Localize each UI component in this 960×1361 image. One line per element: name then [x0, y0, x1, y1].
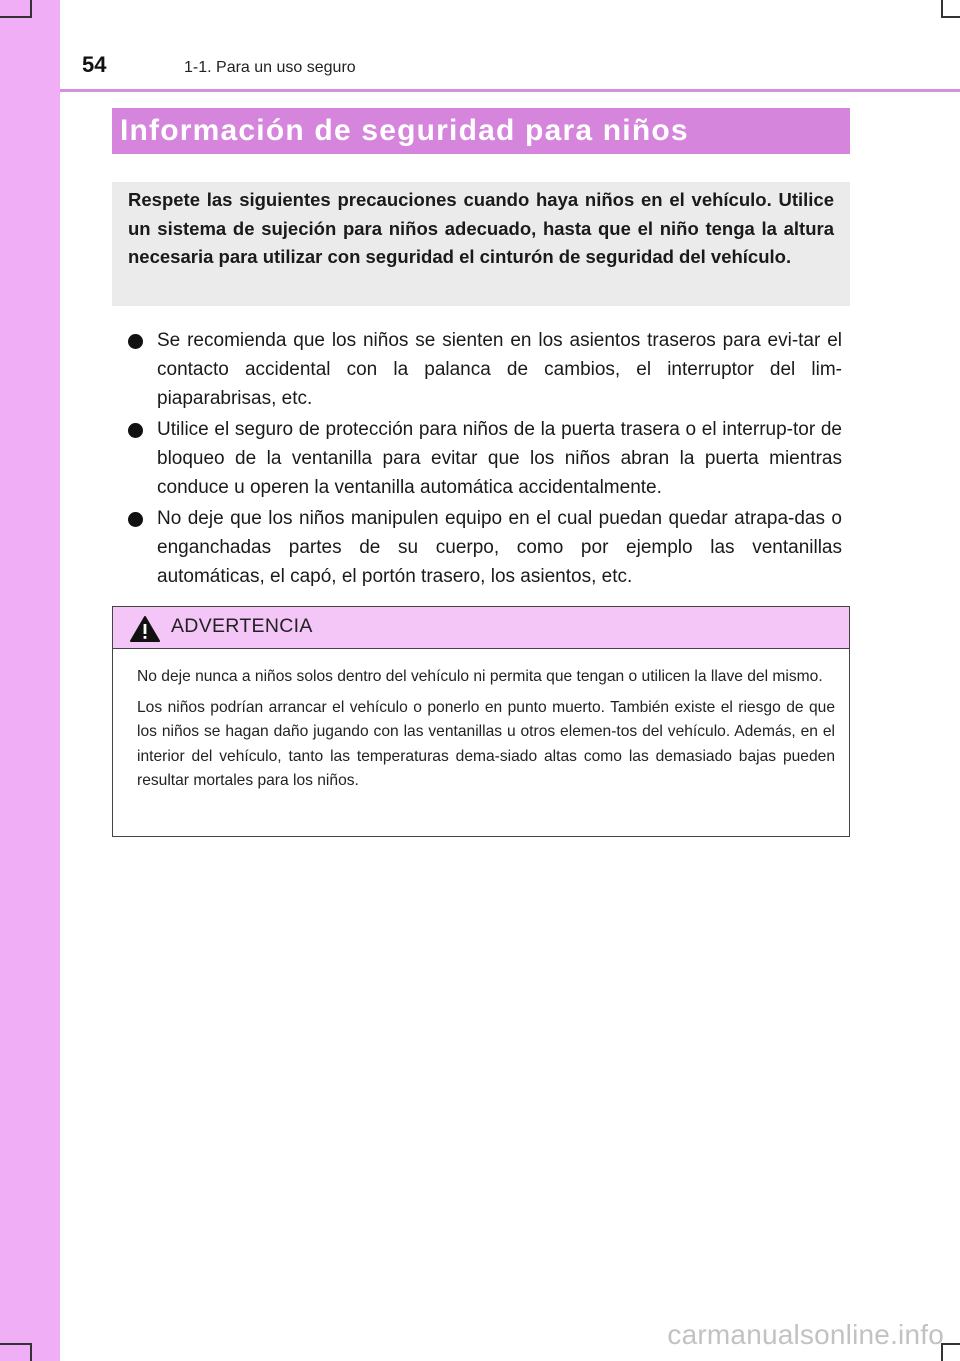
- crop-mark: [941, 0, 943, 18]
- bullet-dot-icon: [128, 512, 143, 527]
- section-title-bar: [112, 108, 850, 154]
- warning-title: ADVERTENCIA: [171, 615, 313, 637]
- warning-header: [113, 607, 849, 649]
- list-item: [128, 326, 842, 413]
- warning-body: [113, 649, 849, 793]
- warning-paragraph: Los niños podrían arrancar el vehículo o ponerlo en punto muerto. También existe el riesgo de que los niños se hagan daño jugando con las ventanillas u otros elemen-tos del vehículo. Además, en el interior del vehículo, tanto las temperaturas dema-siado altas como las demasiado bajas pueden resultar mortales para los niños.: [137, 699, 835, 789]
- header-divider: [60, 89, 960, 92]
- warning-box: [112, 606, 850, 837]
- bullet-dot-icon: [128, 334, 143, 349]
- side-color-strip: [0, 0, 60, 1361]
- page-number: 54: [82, 52, 107, 77]
- list-item-text: Se recomienda que los niños se sienten en los asientos traseros para evi-tar el contacto accidental con la palanca de cambios, el interruptor del lim-piaparabrisas, etc.: [157, 330, 842, 409]
- warning-paragraph: No deje nunca a niños solos dentro del vehículo ni permita que tengan o utilicen la llave del mismo.: [137, 668, 823, 685]
- list-item-text: Utilice el seguro de protección para niños de la puerta trasera o el interrup-tor de bloqueo de la ventanilla para evitar que los niños abran la puerta mientras conduce u operen la ventanilla automática accidentalmente.: [157, 419, 842, 498]
- list-item: [128, 415, 842, 502]
- watermark: carmanualsonline.info: [667, 1319, 944, 1350]
- crop-mark: [0, 1343, 32, 1345]
- crop-mark: [941, 16, 960, 18]
- crop-mark: [0, 16, 32, 18]
- warning-triangle-icon: [129, 615, 161, 643]
- chapter-title: 1-1. Para un uso seguro: [184, 59, 356, 76]
- list-item-text: No deje que los niños manipulen equipo en el cual puedan quedar atrapa-das o enganchadas partes de su cuerpo, como por ejemplo las ventanillas automáticas, el capó, el portón trasero, los asientos, etc.: [157, 508, 842, 587]
- bullet-dot-icon: [128, 423, 143, 438]
- list-item: [128, 504, 842, 591]
- crop-mark: [30, 0, 32, 18]
- intro-text: Respete las siguientes precauciones cuando haya niños en el vehículo. Utilice un sistema de sujeción para niños adecuado, hasta que el niño tenga la altura necesaria para utilizar con seguridad el cinturón de seguridad del vehículo.: [128, 189, 834, 268]
- crop-mark: [30, 1343, 32, 1361]
- intro-box: [112, 182, 850, 306]
- bullet-list: [128, 326, 842, 593]
- section-title: Información de seguridad para niños: [120, 114, 689, 147]
